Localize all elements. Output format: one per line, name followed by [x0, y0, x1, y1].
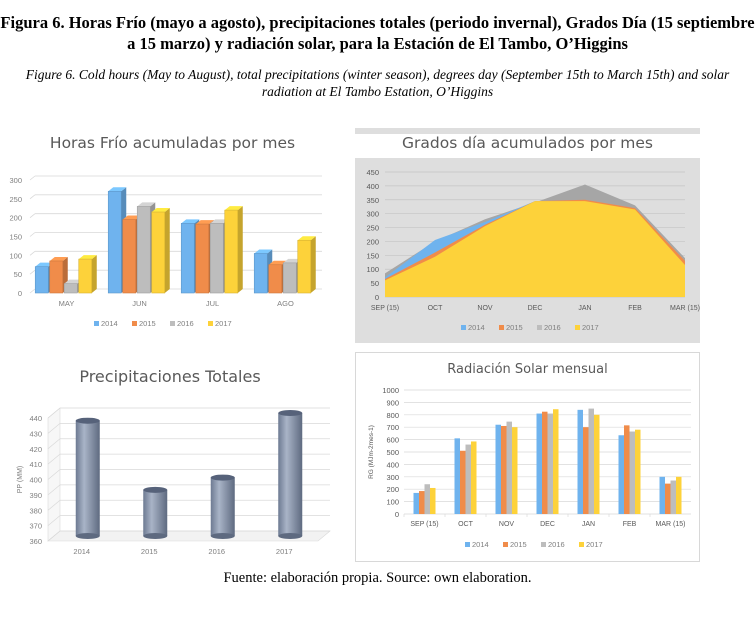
x-tick-label: 2016 [208, 547, 226, 556]
bar [79, 259, 92, 293]
legend-swatch [579, 542, 584, 547]
bar [594, 415, 600, 514]
bar-side [92, 255, 97, 293]
bar-side [165, 208, 170, 293]
bar [665, 484, 671, 514]
y-tick-label: 250 [366, 223, 379, 233]
bar-side [238, 206, 243, 293]
legend-label: 2014 [468, 323, 485, 332]
legend-swatch [575, 325, 580, 330]
bar [553, 409, 559, 514]
y-tick-label: 0 [374, 293, 379, 302]
y-tick-label: 400 [386, 460, 399, 470]
y-tick-label: 900 [386, 398, 399, 408]
y-tick-label: 800 [386, 410, 399, 420]
bar [676, 477, 682, 514]
x-tick-label: 2017 [275, 547, 293, 556]
legend-label: 2014 [472, 540, 489, 549]
legend-label: 2016 [548, 540, 565, 549]
chart-title: Grados día acumulados por mes [355, 134, 700, 158]
gridline [30, 289, 35, 293]
bar [269, 265, 282, 293]
cylinder-body [76, 421, 100, 536]
legend-swatch [461, 325, 466, 330]
gridline [30, 195, 35, 199]
grados-dia-svg [355, 128, 700, 343]
bar [578, 410, 584, 514]
legend-swatch [465, 542, 470, 547]
bar [589, 409, 595, 514]
y-tick-label: 0 [394, 510, 399, 519]
cylinder-body [143, 490, 167, 536]
cylinder-body [278, 413, 302, 536]
gridline [30, 214, 35, 218]
bar [548, 414, 554, 514]
y-axis-label: PP (MM) [17, 465, 24, 494]
bar [507, 422, 513, 514]
bar [466, 445, 472, 514]
cylinder-body [211, 478, 235, 536]
legend-label: 2016 [544, 323, 561, 332]
legend-label: 2016 [177, 319, 194, 328]
bar [419, 491, 425, 514]
chart-precipitaciones [0, 358, 340, 563]
x-tick-label: FEB [628, 305, 642, 312]
x-tick-label: FEB [622, 521, 637, 528]
bar [298, 240, 311, 293]
cylinder-base [143, 533, 167, 539]
bar [64, 284, 77, 293]
chart-radiacion [355, 352, 700, 562]
y-tick-label: 370 [29, 521, 42, 531]
cylinder-top [143, 487, 167, 493]
bar [123, 220, 136, 293]
y-tick-label: 50 [13, 270, 22, 280]
x-tick-label: DEC [527, 305, 543, 312]
y-tick-label: 300 [366, 209, 379, 219]
bar [537, 414, 543, 514]
cylinder-base [76, 533, 100, 539]
bar [501, 426, 507, 514]
legend-label: 2017 [586, 540, 603, 549]
bar [152, 212, 165, 293]
bar [671, 481, 677, 514]
y-tick-label: 380 [29, 506, 42, 516]
radiacion-svg [356, 353, 701, 563]
x-tick-label: MAR (15) [655, 521, 686, 528]
y-tick-label: 440 [29, 414, 42, 423]
chart-title: Precipitaciones Totales [79, 367, 261, 386]
x-tick-label: MAY [58, 299, 75, 308]
x-tick-label: DEC [540, 521, 555, 528]
y-tick-label: 600 [386, 435, 399, 445]
x-tick-label: 2014 [73, 547, 91, 556]
bar [210, 223, 223, 293]
bar [254, 253, 267, 293]
y-tick-label: 150 [9, 232, 22, 242]
legend-swatch [541, 542, 546, 547]
y-tick-label: 420 [29, 444, 42, 454]
bar [108, 191, 121, 293]
bar [455, 438, 461, 514]
legend-label: 2017 [215, 319, 232, 328]
x-tick-label: JAN [578, 305, 592, 312]
legend-label: 2014 [101, 319, 118, 328]
y-tick-label: 200 [386, 485, 399, 495]
x-tick-label: SEP (15) [370, 305, 400, 312]
y-tick-label: 410 [29, 460, 42, 470]
bar [630, 432, 636, 514]
cylinder-base [211, 533, 235, 539]
y-tick-label: 300 [9, 176, 22, 185]
x-tick-label: SEP (15) [410, 521, 439, 528]
bar [460, 451, 466, 514]
bar [583, 427, 589, 514]
y-tick-label: 0 [17, 289, 22, 298]
y-axis-label: RG (MJm-2mes-1) [368, 425, 375, 479]
bar [635, 430, 641, 514]
x-tick-label: MAR (15) [670, 305, 700, 312]
legend-swatch [132, 321, 137, 326]
bar [471, 441, 477, 514]
bar [619, 435, 625, 514]
y-tick-label: 360 [29, 537, 42, 546]
cylinder-base [278, 533, 302, 539]
x-tick-label: OCT [427, 305, 443, 312]
y-tick-label: 400 [29, 475, 42, 485]
figure-title-en: Figure 6. Cold hours (May to August), total precipitations (winter season), degrees day (September 15th to March 15th) and solar radiation at El Tambo Estation, O’Higgins [25, 67, 730, 99]
legend-label: 2015 [510, 540, 527, 549]
bar [624, 425, 630, 514]
legend-swatch [499, 325, 504, 330]
bar-side [311, 236, 316, 293]
bar [50, 261, 63, 293]
legend-swatch [170, 321, 175, 326]
figure-source: Fuente: elaboración propia. Source: own elaboration. [223, 570, 532, 586]
bar [425, 484, 431, 514]
legend-swatch [208, 321, 213, 326]
y-tick-label: 300 [386, 472, 399, 482]
legend-label: 2015 [139, 319, 156, 328]
y-tick-label: 700 [386, 423, 399, 433]
y-tick-label: 200 [366, 237, 379, 247]
precipitaciones-svg [0, 358, 340, 563]
bar [225, 210, 238, 293]
x-tick-label: JUN [132, 299, 147, 308]
bar [196, 224, 209, 293]
horas-frio-svg [0, 128, 345, 343]
bar [35, 267, 48, 293]
y-tick-label: 100 [386, 497, 399, 507]
figure-title-es: Figura 6. Horas Frío (mayo a agosto), precipitaciones totales (periodo invernal), Grados Día (15 septiembre a 15 marzo) y radiación solar, para la Estación de El Tambo, O’Higgins [0, 13, 755, 53]
bar [283, 263, 296, 293]
y-tick-label: 400 [366, 181, 379, 191]
y-tick-label: 250 [9, 194, 22, 204]
cylinder-top [211, 475, 235, 481]
gridline [30, 270, 35, 274]
y-tick-label: 100 [9, 251, 22, 261]
bar [137, 206, 150, 293]
y-tick-label: 1000 [382, 386, 399, 395]
y-tick-label: 430 [29, 429, 42, 439]
y-tick-label: 150 [366, 251, 379, 261]
legend-swatch [503, 542, 508, 547]
chart-title: Radiación Solar mensual [447, 362, 608, 377]
chart-title: Horas Frío acumuladas por mes [49, 134, 296, 152]
bar [414, 493, 420, 514]
gridline [30, 251, 35, 255]
gridline [30, 176, 35, 180]
bar [512, 427, 518, 514]
bar [542, 412, 548, 514]
x-tick-label: JAN [581, 521, 596, 528]
legend-label: 2015 [506, 323, 523, 332]
x-tick-label: NOV [498, 521, 515, 528]
x-tick-label: OCT [458, 521, 473, 528]
y-tick-label: 100 [366, 265, 379, 275]
y-tick-label: 200 [9, 213, 22, 223]
bar [181, 223, 194, 293]
legend-label: 2017 [582, 323, 599, 332]
cylinder-top [76, 418, 100, 424]
bar [660, 477, 666, 514]
y-tick-label: 500 [386, 448, 399, 457]
y-tick-label: 350 [366, 195, 379, 205]
bar [430, 488, 436, 514]
y-tick-label: 390 [29, 490, 42, 500]
x-tick-label: NOV [477, 305, 493, 312]
y-tick-label: 50 [370, 279, 379, 289]
x-tick-label: 2015 [140, 547, 158, 556]
x-tick-label: JUL [205, 299, 220, 308]
chart-grados-dia [355, 128, 700, 343]
y-tick-label: 450 [366, 168, 379, 177]
chart-horas-frio [0, 128, 345, 343]
x-tick-label: AGO [277, 299, 294, 308]
cylinder-top [278, 410, 302, 416]
gridline [30, 233, 35, 237]
legend-swatch [537, 325, 542, 330]
bar [496, 425, 502, 514]
legend-swatch [94, 321, 99, 326]
